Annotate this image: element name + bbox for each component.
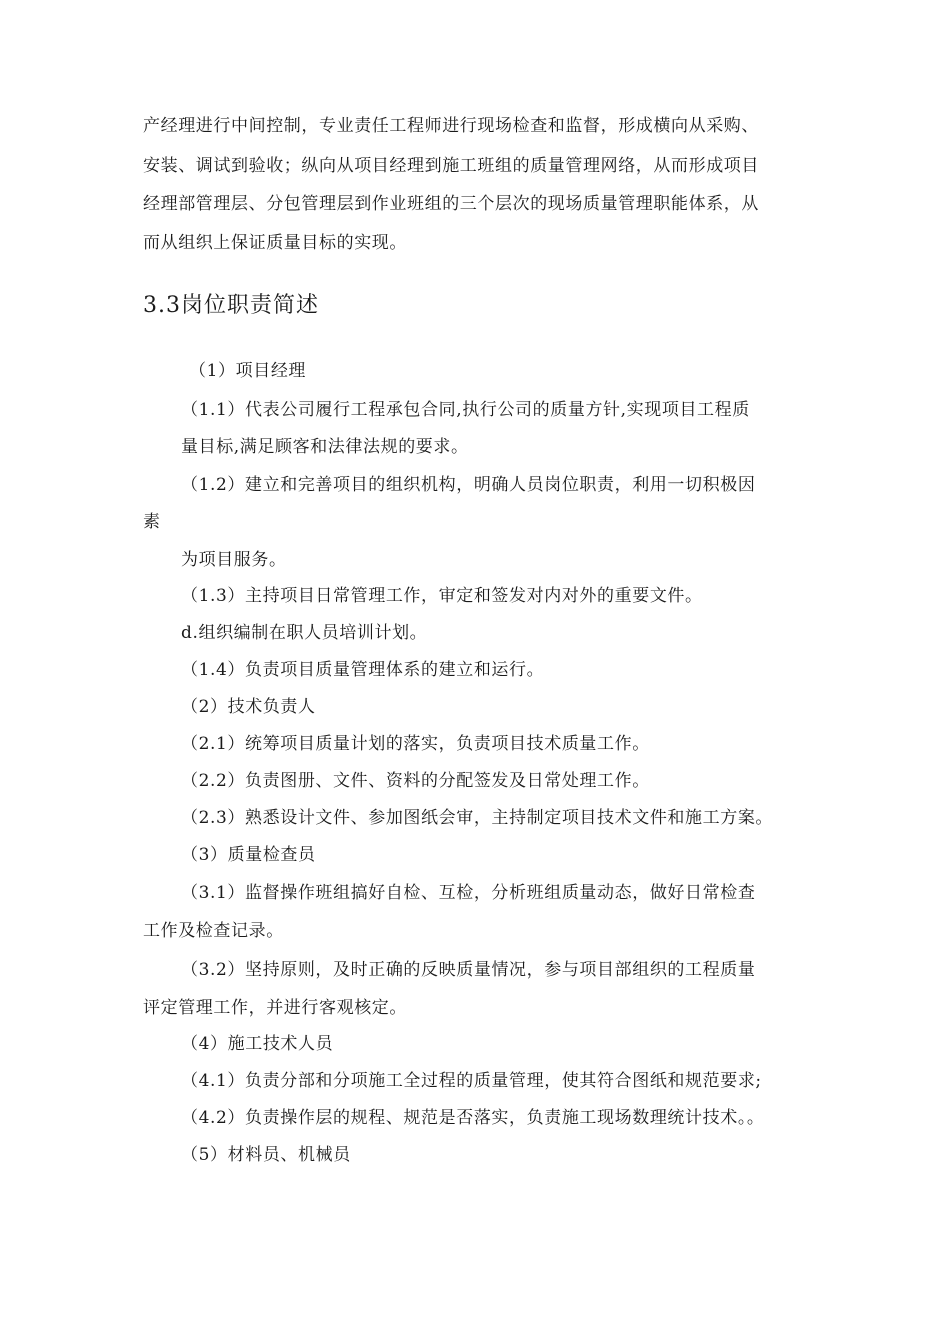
body-line-7: （1.3）主持项目日常管理工作，审定和签发对内对外的重要文件。	[181, 586, 703, 606]
body-line-19: （4）施工技术人员	[181, 1034, 334, 1054]
section-heading: 3.3岗位职责简述	[143, 293, 319, 318]
body-line-11: （2.1）统筹项目质量计划的落实，负责项目技术质量工作。	[181, 734, 650, 754]
intro-line-4: 而从组织上保证质量目标的实现。	[143, 233, 407, 253]
body-line-10: （2）技术负责人	[181, 697, 316, 717]
body-line-4: （1.2）建立和完善项目的组织机构，明确人员岗位职责，利用一切积极因	[181, 475, 756, 495]
intro-line-2: 安装、调试到验收；纵向从项目经理到施工班组的质量管理网络，从而形成项目	[143, 156, 759, 176]
body-line-21: （4.2）负责操作层的规程、规范是否落实，负责施工现场数理统计技术。。	[181, 1108, 765, 1128]
body-line-9: （1.4）负责项目质量管理体系的建立和运行。	[181, 660, 545, 680]
body-line-6: 为项目服务。	[181, 550, 287, 570]
intro-line-3: 经理部管理层、分包管理层到作业班组的三个层次的现场质量管理职能体系，从	[143, 194, 759, 214]
body-line-14: （3）质量检查员	[181, 845, 316, 865]
body-line-8: d.组织编制在职人员培训计划。	[181, 623, 428, 643]
body-line-20: （4.1）负责分部和分项施工全过程的质量管理，使其符合图纸和规范要求;	[181, 1071, 762, 1091]
intro-line-1: 产经理进行中间控制，专业责任工程师进行现场检查和监督，形成横向从采购、	[143, 116, 759, 136]
body-line-18: 评定管理工作，并进行客观核定。	[143, 998, 407, 1018]
body-line-17: （3.2）坚持原则，及时正确的反映质量情况，参与项目部组织的工程质量	[181, 960, 756, 980]
body-line-5: 素	[143, 512, 161, 532]
body-line-2: （1.1）代表公司履行工程承包合同,执行公司的质量方针,实现项目工程质	[181, 400, 750, 420]
body-line-15: （3.1）监督操作班组搞好自检、互检，分析班组质量动态，做好日常检查	[181, 883, 756, 903]
body-line-22: （5）材料员、机械员	[181, 1145, 351, 1165]
body-line-16: 工作及检查记录。	[143, 921, 284, 941]
body-line-1: （1）项目经理	[189, 361, 307, 381]
body-line-3: 量目标,满足顾客和法律法规的要求。	[181, 437, 469, 457]
body-line-13: （2.3）熟悉设计文件、参加图纸会审，主持制定项目技术文件和施工方案。	[181, 808, 774, 828]
body-line-12: （2.2）负责图册、文件、资料的分配签发及日常处理工作。	[181, 771, 650, 791]
